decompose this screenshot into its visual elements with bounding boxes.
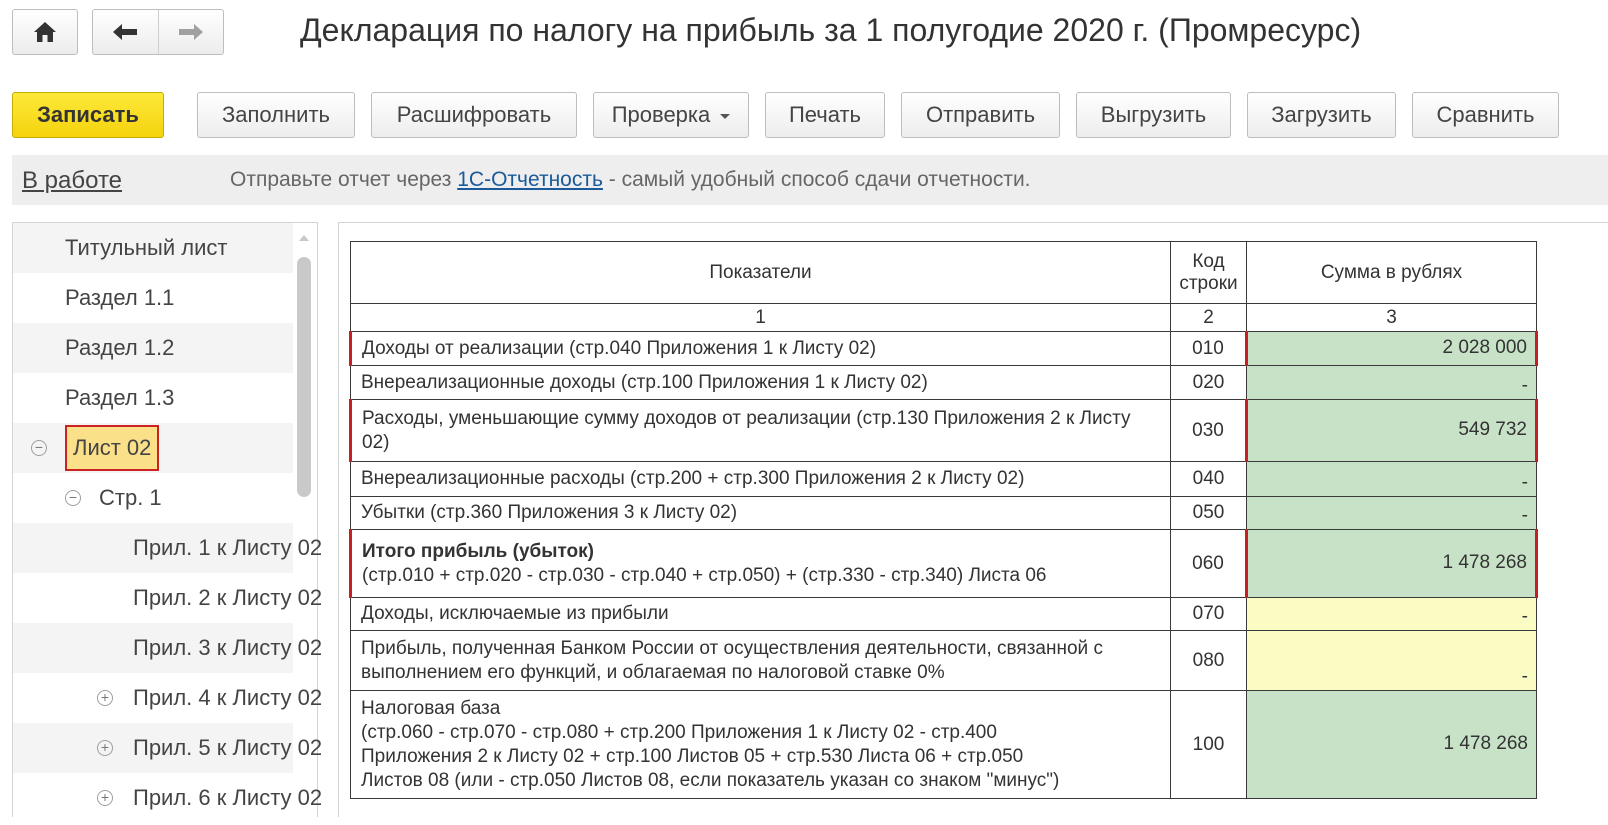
back-button[interactable]	[93, 10, 158, 54]
row-label	[351, 691, 1171, 799]
tree-item-section-1-2[interactable]	[13, 323, 293, 373]
row-label: Внереализационные доходы (стр.100 Приложения 1 к Листу 02)	[351, 366, 1171, 400]
arrow-right-icon	[178, 23, 204, 41]
table-row	[351, 400, 1537, 462]
save-button[interactable]: Записать	[12, 92, 164, 138]
row-label-bold: Итого прибыль (убыток)	[362, 540, 594, 562]
column-number: 3	[1247, 304, 1537, 332]
home-button[interactable]	[12, 9, 78, 55]
tree-item-label: Прил. 3 к Листу 02	[133, 635, 323, 660]
history-navigation	[92, 9, 224, 55]
table-row	[351, 598, 1537, 631]
scroll-up-icon[interactable]	[299, 235, 309, 241]
check-dropdown-button[interactable]	[593, 92, 749, 138]
print-button[interactable]: Печать	[765, 92, 885, 138]
tree-item-label: Прил. 2 к Листу 02	[133, 585, 323, 610]
reporting-service-link[interactable]: 1С-Отчетность	[457, 168, 603, 191]
scroll-thumb[interactable]	[297, 257, 311, 497]
status-link[interactable]: В работе	[22, 167, 123, 194]
tree-item-title-page[interactable]	[13, 223, 293, 273]
arrow-left-icon	[112, 23, 138, 41]
row-label	[351, 400, 1171, 462]
tree-scrollbar[interactable]	[297, 235, 311, 825]
row-label: Убытки (стр.360 Приложения 3 к Листу 02)	[351, 497, 1171, 530]
row-value[interactable]: -	[1247, 598, 1537, 631]
row-code: 060	[1171, 530, 1247, 598]
tree-item-appendix-6[interactable]	[13, 773, 323, 823]
row-label-text: (стр.060 - стр.070 - стр.080 + стр.200 Приложения 1 к Листу 02 - стр.400 Приложения 2 к Листу 02 + стр.100 Листов 05 + стр.530 Листа 06 + стр.050 Листов 08 (или - стр.050 Листов 08, если показатель указан со знаком "минус")	[361, 721, 1060, 791]
row-value[interactable]: 2 028 000	[1247, 332, 1537, 366]
table-row	[351, 497, 1537, 530]
fill-button[interactable]: Заполнить	[197, 92, 355, 138]
import-button[interactable]: Загрузить	[1247, 92, 1396, 138]
table-row	[351, 462, 1537, 497]
row-code: 010	[1171, 332, 1247, 366]
row-value[interactable]: -	[1247, 631, 1537, 691]
row-code: 080	[1171, 631, 1247, 691]
tree-item-label-selected: Лист 02	[65, 425, 159, 471]
table-row	[351, 691, 1537, 799]
row-label-heading: Налоговая база	[361, 697, 501, 719]
page-title: Декларация по налогу на прибыль за 1 полугодие 2020 г. (Промресурс)	[300, 12, 1362, 48]
table-row	[351, 530, 1537, 598]
row-value[interactable]: 1 478 268	[1247, 691, 1537, 799]
row-code: 040	[1171, 462, 1247, 497]
tree-item-label: Прил. 4 к Листу 02	[133, 685, 323, 710]
chevron-down-icon	[720, 114, 730, 119]
table-row	[351, 631, 1537, 691]
sections-tree	[12, 222, 323, 817]
tree-item-label: Прил. 6 к Листу 02	[133, 785, 323, 810]
header-indicators: Показатели	[351, 242, 1171, 304]
row-label	[351, 631, 1171, 691]
home-icon	[33, 21, 57, 43]
column-number: 1	[351, 304, 1171, 332]
row-code: 070	[1171, 598, 1247, 631]
decode-button[interactable]: Расшифровать	[371, 92, 577, 138]
row-code: 050	[1171, 497, 1247, 530]
expand-icon[interactable]: +	[97, 740, 113, 756]
tree-item-section-1-3[interactable]	[13, 373, 293, 423]
tree-item-sheet-02[interactable]	[13, 423, 293, 473]
info-message	[230, 168, 1031, 192]
row-value[interactable]: -	[1247, 366, 1537, 400]
declaration-table	[349, 241, 1538, 799]
check-button-label: Проверка	[611, 102, 711, 127]
expand-icon[interactable]: +	[97, 790, 113, 806]
declaration-form	[338, 222, 1608, 817]
send-button[interactable]: Отправить	[901, 92, 1060, 138]
row-value[interactable]: -	[1247, 462, 1537, 497]
header-sum: Сумма в рублях	[1247, 242, 1537, 304]
row-label-text: Прибыль, полученная Банком России от осуществления деятельности, связанной с выполнением его функций, и облагаемая по налоговой ставке 0%	[361, 637, 1103, 683]
info-text-before: Отправьте отчет через	[230, 168, 458, 191]
tree-item-label: Раздел 1.1	[65, 285, 175, 310]
tree-item-label: Раздел 1.3	[65, 385, 175, 410]
tree-item-appendix-1[interactable]	[13, 523, 323, 573]
row-label: Внереализационные расходы (стр.200 + стр.300 Приложения 2 к Листу 02)	[351, 462, 1171, 497]
tree-item-appendix-2[interactable]	[13, 573, 323, 623]
tree-item-label: Раздел 1.2	[65, 335, 175, 360]
row-code: 020	[1171, 366, 1247, 400]
compare-button[interactable]: Сравнить	[1412, 92, 1559, 138]
tree-item-label: Стр. 1	[99, 485, 162, 510]
collapse-icon[interactable]: −	[31, 440, 47, 456]
tree-item-label: Прил. 5 к Листу 02	[133, 735, 323, 760]
column-number: 2	[1171, 304, 1247, 332]
tree-item-label: Прил. 1 к Листу 02	[133, 535, 323, 560]
row-value[interactable]: -	[1247, 497, 1537, 530]
info-bar	[12, 155, 1608, 205]
expand-icon[interactable]: +	[97, 690, 113, 706]
row-value[interactable]: 549 732	[1247, 400, 1537, 462]
tree-item-label: Титульный лист	[65, 235, 228, 260]
tree-item-appendix-5[interactable]	[13, 723, 323, 773]
tree-item-section-1-1[interactable]	[13, 273, 293, 323]
row-label	[351, 530, 1171, 598]
info-text-after: - самый удобный способ сдачи отчетности.	[602, 168, 1031, 191]
row-label: Доходы, исключаемые из прибыли	[351, 598, 1171, 631]
row-label-text: Расходы, уменьшающие сумму доходов от реализации (стр.130 Приложения 2 к Листу 02)	[362, 407, 1131, 453]
row-label: Доходы от реализации (стр.040 Приложения 1 к Листу 02)	[351, 332, 1171, 366]
table-row	[351, 332, 1537, 366]
row-code: 100	[1171, 691, 1247, 799]
export-button[interactable]: Выгрузить	[1076, 92, 1231, 138]
tree-item-appendix-3[interactable]	[13, 623, 323, 673]
row-code: 030	[1171, 400, 1247, 462]
forward-button[interactable]	[158, 10, 224, 54]
row-label-text: (стр.010 + стр.020 - стр.030 - стр.040 + стр.050) + (стр.330 - стр.340) Листа 06	[362, 564, 1047, 586]
collapse-icon[interactable]: −	[65, 490, 81, 506]
tree-item-page-1[interactable]	[13, 473, 293, 523]
table-row	[351, 366, 1537, 400]
header-code: Код строки	[1171, 242, 1247, 304]
tree-item-appendix-4[interactable]	[13, 673, 323, 723]
row-value[interactable]: 1 478 268	[1247, 530, 1537, 598]
